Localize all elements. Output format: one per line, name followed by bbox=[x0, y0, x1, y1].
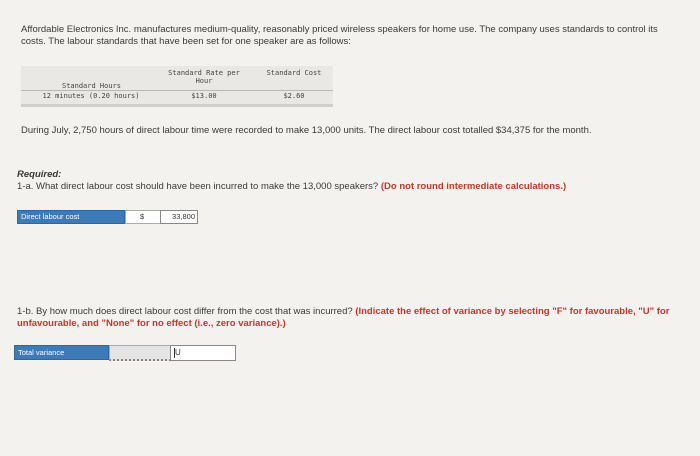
cell-standard-cost: $2.60 bbox=[283, 92, 305, 100]
header-standard-rate: Standard Rate per Hour bbox=[168, 69, 240, 85]
required-heading: Required: bbox=[17, 169, 62, 180]
labour-standards-table bbox=[21, 66, 333, 107]
total-variance-label: Total variance bbox=[14, 345, 109, 360]
header-standard-cost: Standard Cost bbox=[266, 69, 322, 77]
question-1a-note: (Do not round intermediate calculations.) bbox=[380, 181, 567, 192]
header-standard-hours: Standard Hours bbox=[61, 82, 121, 90]
question-1b-note: (Indicate the effect of variance by selecting "F" for favourable, "U" for unfavourable, and "None" for no effect (i.e., zero variance).) bbox=[17, 306, 670, 329]
question-1a bbox=[17, 181, 687, 193]
question-1a-text: 1-a. What direct labour cost should have been incurred to make the 13,000 speakers? bbox=[17, 181, 379, 192]
july-data-paragraph: During July, 2,750 hours of direct labour time were recorded to make 13,000 units. The direct labour cost totalled $34,375 for the month. bbox=[21, 125, 592, 136]
total-variance-amount-input[interactable] bbox=[109, 345, 171, 361]
total-variance-row bbox=[14, 345, 236, 361]
problem-intro: Affordable Electronics Inc. manufactures medium-quality, reasonably priced wireless speakers for home use. The company uses standards to control its costs. The labour standards that have been set for one speaker are as follows: bbox=[21, 24, 658, 47]
cell-standard-rate: $13.00 bbox=[191, 92, 217, 100]
direct-labour-cost-row bbox=[17, 210, 197, 224]
variance-effect-select[interactable] bbox=[170, 345, 236, 361]
question-1b bbox=[17, 306, 687, 330]
cell-standard-hours: 12 minutes (0.20 hours) bbox=[42, 92, 140, 100]
currency-cell bbox=[125, 210, 161, 224]
table-header-divider bbox=[21, 90, 333, 91]
question-1b-text: 1-b. By how much does direct labour cost differ from the cost that was incurred? bbox=[17, 306, 353, 317]
variance-effect-value: U bbox=[175, 348, 181, 357]
direct-labour-cost-label: Direct labour cost bbox=[17, 210, 125, 224]
direct-labour-cost-input[interactable]: 33,800 bbox=[160, 210, 198, 224]
currency-symbol: $ bbox=[140, 212, 145, 221]
